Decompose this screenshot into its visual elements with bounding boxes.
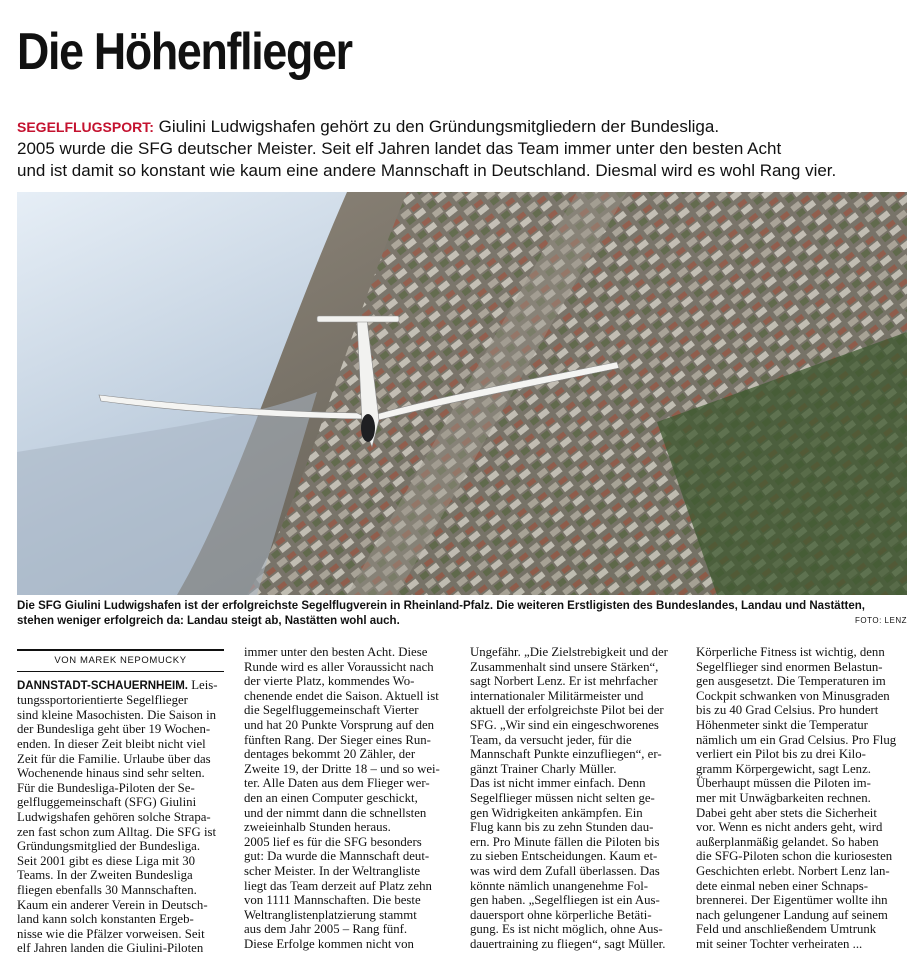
- article-line: land kann solch konstanten Ergeb-: [17, 912, 194, 927]
- article-line: ter. Alle Daten aus dem Flieger wer-: [244, 776, 430, 791]
- article-line: Teams. In der Zweiten Bundesliga: [17, 868, 193, 883]
- article-line: Flug kann bis zu zehn Stunden dau-: [470, 820, 654, 835]
- article-line: aktuell der erfolgreichste Pilot bei der: [470, 703, 664, 718]
- article-line: Diese Erfolge kommen nicht von: [244, 936, 414, 951]
- article-line: immer unter den besten Acht. Diese: [244, 645, 428, 659]
- column-4-body: [696, 645, 903, 951]
- column-1-body: [17, 678, 224, 956]
- article-line: gelfluggemeinschaft (SFG) Giulini: [17, 795, 197, 810]
- article-line: Überhaupt müssen die Piloten im-: [696, 776, 871, 791]
- deck: [17, 116, 897, 182]
- article-column-3: [470, 645, 677, 951]
- article-line: Ludwigshafen gehören solche Strapa-: [17, 809, 211, 824]
- deck-line-1-text: Giulini Ludwigshafen gehört zu den Gründungsmitgliedern der Bundesliga.: [153, 117, 720, 136]
- article-line: [17, 678, 224, 694]
- article-line: die SFG-Piloten schon die kuriosesten: [696, 849, 893, 864]
- article-line: gramm Körpergewicht, sagt Lenz.: [696, 761, 871, 776]
- article-line: könnte nämlich unangenehme Fol-: [470, 878, 649, 893]
- article-line: Segelflieger müssen nicht selten ge-: [470, 790, 655, 805]
- article-line: Geschichten erlebt. Norbert Lenz lan-: [696, 863, 890, 878]
- article-line: 2005 lief es für die SFG besonders: [244, 834, 422, 849]
- article-line: gen haben. „Segelfliegen ist ein Aus-: [470, 893, 660, 908]
- article-line: nisse wie die Pfälzer vorweisen. Seit: [17, 926, 205, 941]
- article-line: Körperliche Fitness ist wichtig, denn: [696, 645, 885, 659]
- article-line: dauertraining zu fliegen“, sagt Müller.: [470, 936, 666, 951]
- article-line: Feld und anschließendem Umtrunk: [696, 922, 877, 937]
- article-line: fünften Rang. Der Sieger eines Run-: [244, 732, 431, 747]
- article-line: tungssportorientierte Segelflieger: [17, 693, 188, 708]
- article-line: gänzt Trainer Charly Müller.: [470, 761, 617, 776]
- article-line: dete einmal neben einer Schnaps-: [696, 878, 868, 893]
- article-column-4: [696, 645, 903, 951]
- article-line: Wochenende hinaus sind sehr selten.: [17, 766, 205, 781]
- article-line: sagt Norbert Lenz. Er ist mehrfacher: [470, 674, 658, 689]
- article-line: bis zu 40 Grad Celsius. Pro hundert: [696, 703, 879, 718]
- article-line: vor. Wenn es nicht anders geht, wird: [696, 820, 883, 835]
- article-line: elf Jahren landen die Giulini-Piloten: [17, 941, 204, 956]
- article-line: gen Widrigkeiten ankämpfen. Ein: [470, 805, 643, 820]
- caption-line-2: stehen weniger erfolgreich da: Landau steigt ab, Nastätten wohl auch.: [17, 615, 400, 627]
- byline: VON MAREK NEPOMUCKY: [17, 649, 224, 672]
- article-line: Seit 2001 gibt es diese Liga mit 30: [17, 853, 196, 868]
- article-line: gut: Da wurde die Mannschaft deut-: [244, 849, 430, 864]
- article-line: die Segelfluggemeinschaft Vierter: [244, 703, 419, 718]
- article-line: der Bundesliga geht über 19 Wochen-: [17, 722, 211, 737]
- article-line: den an einen Computer geschickt,: [244, 790, 418, 805]
- column-3-body: [470, 645, 677, 951]
- article-line: brennerei. Der Eigentümer wollte ihn: [696, 893, 888, 908]
- article-line: zen fast schon zum Alltag. Die SFG ist: [17, 824, 217, 839]
- article-line: chenende endet die Saison. Aktuell ist: [244, 688, 439, 703]
- article-line-text: Leis-: [188, 677, 218, 692]
- deck-line-1: [17, 116, 897, 138]
- caption-line-1: Die SFG Giulini Ludwigshafen ist der erfolgreichste Segelflugverein in Rheinland-Pfalz. Die weiteren Erstligisten des Bundeslandes, Landau und Nastätten,: [17, 600, 865, 612]
- article-line: internationaler Militärmeister und: [470, 688, 644, 703]
- article-line: Höhenmeter sinkt die Temperatur: [696, 717, 868, 732]
- article-line: mit seiner Tochter verheiraten ...: [696, 936, 863, 951]
- article-line: Cockpit schwanken von Minusgraden: [696, 688, 890, 703]
- article-line: Ungefähr. „Die Zielstrebigkeit und der: [470, 645, 668, 659]
- article-line: Dabei geht aber stets die Sicherheit: [696, 805, 877, 820]
- deck-line-2: 2005 wurde die SFG deutscher Meister. Seit elf Jahren landet das Team immer unter den besten Acht: [17, 139, 782, 158]
- article-line: SFG. „Wir sind ein eingeschworenes: [470, 717, 659, 732]
- article-line: dentages bekommt 20 Zähler, der: [244, 747, 416, 762]
- article-line: Mannschaft Punkte einzufliegen“, er-: [470, 747, 662, 762]
- article-line: was wird dem Zufall überlassen. Das: [470, 863, 660, 878]
- article-line: gen ausgesetzt. Die Temperaturen im: [696, 674, 886, 689]
- article-column-2: [244, 645, 451, 951]
- article-line: Segelflieger sind enormen Belastun-: [696, 659, 883, 674]
- article-line: Weltranglistenplatzierung stammt: [244, 907, 417, 922]
- article-line: Das ist nicht immer einfach. Denn: [470, 776, 646, 791]
- article-line: Zusammenhalt sind unsere Stärken“,: [470, 659, 659, 674]
- article-line: scher Meister. In der Weltrangliste: [244, 863, 421, 878]
- photo-credit: FOTO: LENZ: [855, 616, 907, 625]
- article-column-1: [17, 645, 224, 956]
- article-line: ern. Pro Minute fällen die Piloten bis: [470, 834, 660, 849]
- article-line: Zeit für die Familie. Urlaube über das: [17, 751, 211, 766]
- article-line: gung. Es ist nicht möglich, ohne Aus-: [470, 922, 663, 937]
- article-line: dauersport ohne körperliche Betäti-: [470, 907, 652, 922]
- article-line: Zweite 19, der Dritte 18 – und so wei-: [244, 761, 440, 776]
- headline: Die Höhenflieger: [17, 23, 352, 81]
- article-line: aus dem Jahr 2005 – Rang fünf.: [244, 922, 408, 937]
- photo-caption: [17, 599, 907, 629]
- column-2-body: [244, 645, 451, 951]
- article-line: außerplanmäßig gelandet. So haben: [696, 834, 879, 849]
- article-line: Runde wird es aller Voraussicht nach: [244, 659, 434, 674]
- article-line: sind kleine Masochisten. Die Saison in: [17, 707, 217, 722]
- glider-aerial-photo: [17, 192, 907, 595]
- article-line: Team, da versucht jeder, für die: [470, 732, 632, 747]
- article-line: liegt das Team derzeit auf Platz zehn: [244, 878, 432, 893]
- article-line: von 1111 Mannschaften. Die beste: [244, 893, 421, 908]
- article-line: Gründungsmitglied der Bundesliga.: [17, 839, 201, 854]
- dateline: DANNSTADT-SCHAUERNHEIM.: [17, 679, 189, 692]
- article-line: der vierte Platz, kommendes Wo-: [244, 674, 415, 689]
- article-line: fliegen ebenfalls 30 Mannschaften.: [17, 882, 197, 897]
- article-line: zu sieben Entscheidungen. Kaum et-: [470, 849, 658, 864]
- article-line: nämlich um ein Grad Celsius. Pro Flug: [696, 732, 897, 747]
- article-line: verliert ein Pilot bis zu drei Kilo-: [696, 747, 866, 762]
- photo-illustration: [17, 192, 907, 595]
- article-line: Kaum ein anderer Verein in Deutsch-: [17, 897, 208, 912]
- article-line: und hat 20 Punkte Vorsprung auf den: [244, 717, 435, 732]
- article-line: zweieinhalb Stunden heraus.: [244, 820, 391, 835]
- article-line: nach gelungener Landung auf seinem: [696, 907, 888, 922]
- kicker: SEGELFLUGSPORT:: [17, 119, 154, 135]
- article-line: Für die Bundesliga-Piloten der Se-: [17, 780, 195, 795]
- article-line: und der nimmt dann die schnellsten: [244, 805, 427, 820]
- article-line: mer mit Unwägbarkeiten rechnen.: [696, 790, 871, 805]
- article-line: enden. In dieser Zeit bleibt nicht viel: [17, 736, 206, 751]
- deck-line-3: und ist damit so konstant wie kaum eine andere Mannschaft in Deutschland. Diesmal wird es wohl Rang vier.: [17, 161, 837, 180]
